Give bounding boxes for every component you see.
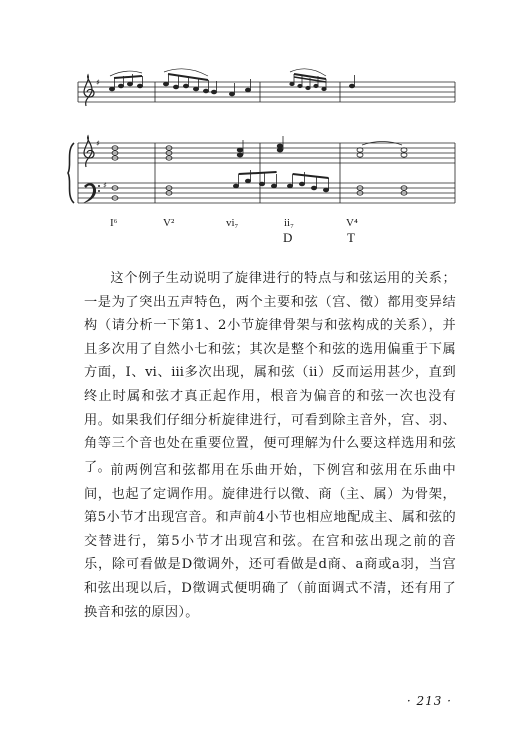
chord-label-2: V² xyxy=(163,217,175,229)
piano-treble-staff xyxy=(78,143,455,163)
key-signature-icon xyxy=(96,78,107,190)
chord-label-4: ii₇ xyxy=(284,217,294,229)
svg-text:♯: ♯ xyxy=(103,181,107,190)
chord-label-5: V⁴ xyxy=(346,217,358,229)
melody-notes xyxy=(109,74,354,96)
brace-icon xyxy=(68,143,74,203)
page-number: · 213 · xyxy=(406,694,452,708)
paragraph-1: 这个例子生动说明了旋律进行的特点与和弦运用的关系；一是为了突出五声特色，两个主要和弦（宫、徵）都用变异结构（请分析一下第1、2小节旋律骨架与和弦构成的关系），并且多次用了自然小七和弦；其次是整个和弦的选用偏重于下属方面，Ⅰ、ⅵ、ⅲ多次出现，属和弦（ⅱ）反而运用甚少，直到终止时属和弦才真正起作用，根音为偏音的和弦一次也没有用。如果我们仔细分析旋律进行，可看到除主音外，宫、羽、角等三个音也处在重要位置，便可理解为什么要这样选用和弦了。 xyxy=(84,271,456,475)
paragraph-2: 前两例宫和弦都用在乐曲开始，下例宫和弦用在乐曲中间，也起了定调作用。旋律进行以徵、商（主、属）为骨架，第5小节才出现宫音。和声前4小节也相应地配成主、属和弦的交替进行，第5小节才出现宫和弦。在宫和弦出现之前的音乐，除可看做是D徵调外，还可看做是d商、a商或a羽，当宫和弦出现以后，D徵调式便明确了（前面调式不清，还有用了换音和弦的原因）。 xyxy=(84,463,456,620)
function-label-d: D xyxy=(283,230,293,245)
melody-staff xyxy=(78,82,455,102)
svg-text:♯: ♯ xyxy=(96,78,100,87)
music-score xyxy=(0,0,512,260)
chord-label-1: I⁶ xyxy=(110,217,118,229)
piano-bass-staff xyxy=(78,183,455,203)
bass-notes xyxy=(112,170,407,200)
svg-text:♯: ♯ xyxy=(96,139,100,148)
chord-label-3: vi₇ xyxy=(226,217,239,229)
function-label-t: T xyxy=(347,230,355,245)
